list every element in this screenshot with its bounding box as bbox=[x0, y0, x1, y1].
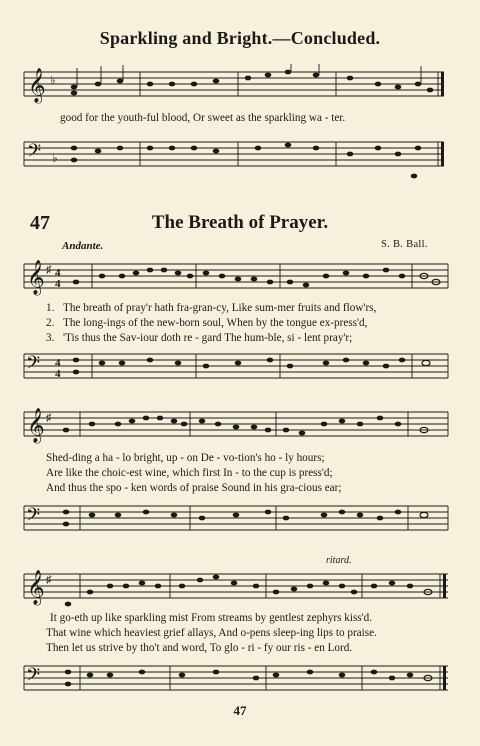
svg-text:4: 4 bbox=[55, 267, 61, 279]
system2-treble-staff bbox=[0, 404, 480, 450]
svg-text:𝄞: 𝄞 bbox=[27, 570, 45, 605]
svg-text:𝄢: 𝄢 bbox=[26, 505, 41, 530]
svg-text:𝄞: 𝄞 bbox=[27, 408, 45, 443]
hymn-number: 47 bbox=[30, 212, 50, 234]
composer-credit: S. B. Ball. bbox=[381, 239, 428, 250]
svg-text:4: 4 bbox=[55, 278, 61, 290]
svg-text:♯: ♯ bbox=[46, 264, 52, 276]
system1-verse2: 2. The long-ings of the new-born soul, When by the tongue ex-press'd, bbox=[46, 317, 368, 329]
concluded-lyric-line: good for the youth-ful blood, Or sweet as the sparkling wa - ter. bbox=[60, 112, 346, 124]
svg-text:4: 4 bbox=[55, 357, 61, 369]
svg-text:♯: ♯ bbox=[46, 574, 52, 586]
system2-verse3: And thus the spo - ken words of praise Sound in his gra-cious ear; bbox=[46, 482, 342, 494]
system1-verse1: 1. The breath of pray'r hath fra-gran-cy, Like sum-mer fruits and flow'rs, bbox=[46, 302, 377, 314]
svg-text:𝄢: 𝄢 bbox=[27, 141, 42, 166]
hymn-title: The Breath of Prayer. bbox=[151, 212, 329, 233]
system2-bass-staff bbox=[0, 498, 480, 544]
svg-text:𝄢: 𝄢 bbox=[26, 665, 41, 690]
svg-text:𝄢: 𝄢 bbox=[26, 353, 41, 378]
concluded-treble-staff bbox=[0, 64, 480, 110]
svg-text:♭: ♭ bbox=[50, 73, 56, 87]
ritard-marking: ritard. bbox=[326, 555, 352, 566]
system3-verse2: That wine which heaviest grief allays, And o-pens sleep-ing lips to praise. bbox=[46, 627, 377, 639]
system1-treble-staff bbox=[0, 256, 480, 302]
svg-text:𝄞: 𝄞 bbox=[27, 260, 45, 295]
system1-bass-staff bbox=[0, 346, 480, 392]
svg-text:4: 4 bbox=[55, 368, 61, 380]
tempo-marking: Andante. bbox=[62, 240, 104, 252]
system2-verse1: Shed-ding a ha - lo bright, up - on De - vo-tion's ho - ly hours; bbox=[46, 452, 325, 464]
concluded-bass-staff bbox=[0, 134, 480, 188]
system3-verse1: It go-eth up like sparkling mist From streams by gentlest zephyrs kiss'd. bbox=[50, 612, 373, 624]
svg-text:♭: ♭ bbox=[52, 151, 58, 165]
svg-text:𝄞: 𝄞 bbox=[28, 68, 46, 103]
system3-bass-staff bbox=[0, 658, 480, 704]
continued-title: Sparkling and Bright.—Concluded. bbox=[99, 28, 381, 48]
system3-treble-staff bbox=[0, 566, 480, 616]
system1-verse3: 3. 'Tis thus the Sav-iour doth re - gard The hum-ble, si - lent pray'r; bbox=[46, 332, 353, 344]
svg-text:♯: ♯ bbox=[46, 412, 52, 424]
page-number: 47 bbox=[233, 703, 247, 718]
system2-verse2: Are like the choic-est wine, which first In - to the cup is press'd; bbox=[46, 467, 333, 479]
system3-verse3: Then let us strive by tho't and word, To glo - ri - fy our ris - en Lord. bbox=[46, 642, 353, 654]
